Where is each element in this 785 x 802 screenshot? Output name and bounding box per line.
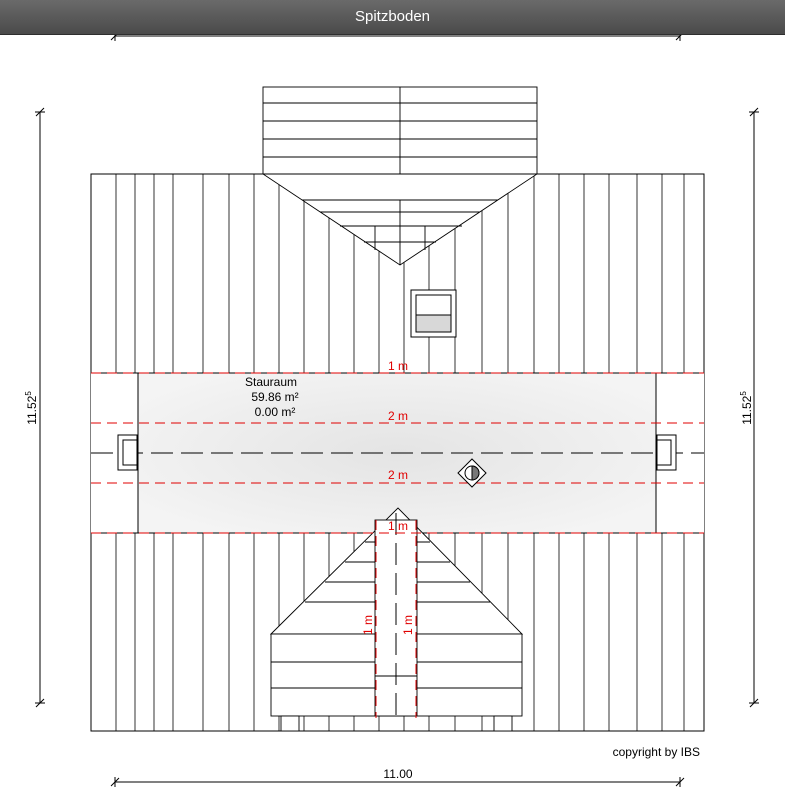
room-area: 59.86 m² (251, 390, 299, 404)
copyright-text: copyright by IBS (612, 745, 700, 759)
height-label-bottom-1m: 1 m (387, 519, 409, 533)
dimension-bottom: 11.00 (383, 767, 413, 781)
gable-vent-left (118, 435, 137, 470)
height-label-dormer-right: 1 m (401, 614, 415, 636)
room-name: Stauraum (244, 375, 298, 389)
dimension-right: 11.52$^5$ (739, 391, 754, 425)
height-label-upper-2m: 2 m (387, 409, 409, 423)
height-label-lower-2m: 2 m (387, 468, 409, 482)
title-bar (0, 0, 785, 35)
window-title: Spitzboden (354, 8, 431, 25)
roof-window[interactable] (411, 290, 456, 337)
height-label-top-1m: 1 m (387, 359, 409, 373)
room-area-secondary: 0.00 m² (254, 405, 296, 419)
gable-vent-right (657, 435, 676, 470)
height-label-dormer-left: 1 m (361, 614, 375, 636)
dimension-left: 11.52$^5$ (24, 391, 39, 425)
